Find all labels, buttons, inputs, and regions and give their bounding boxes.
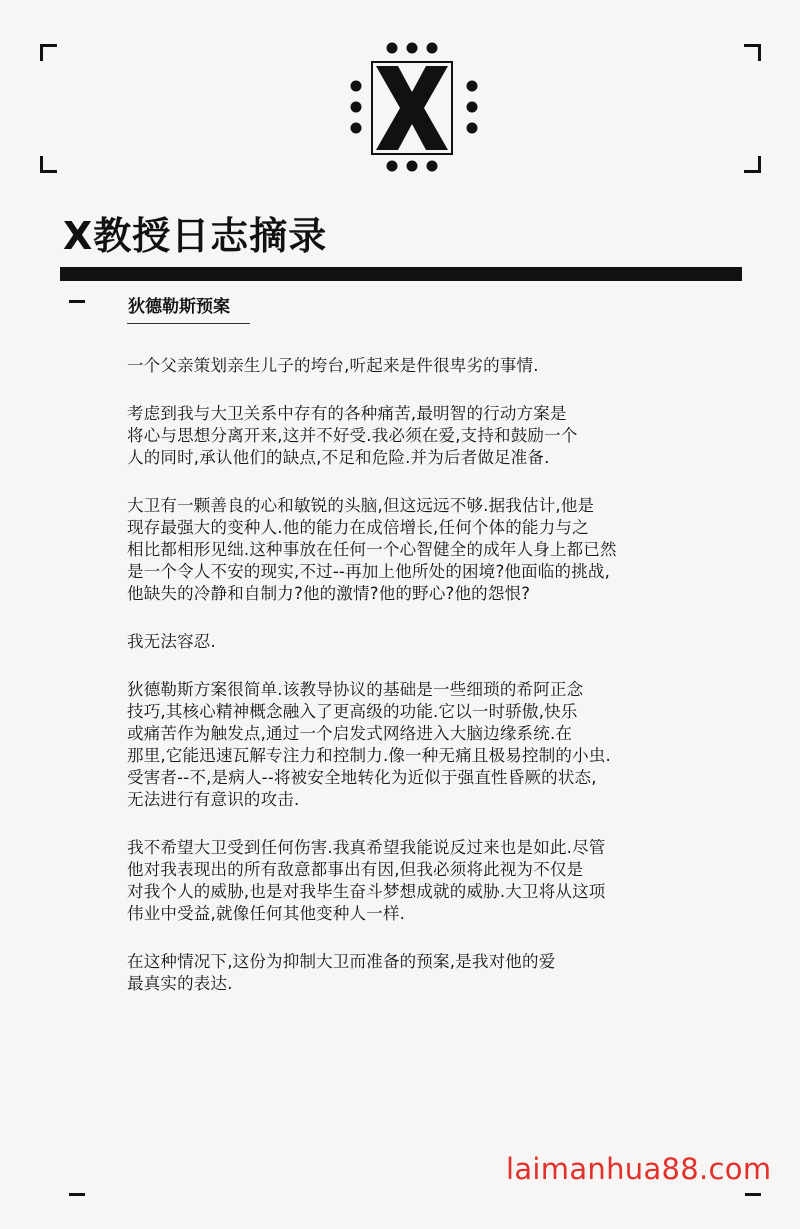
text-line: 受害者--不,是病人--将被安全地转化为近似于强直性昏厥的状态, xyxy=(127,768,597,787)
text-line: 现存最强大的变种人.他的能力在成倍增长,任何个体的能力与之 xyxy=(127,518,589,537)
text-line: 他对我表现出的所有敌意都事出有因,但我必须将此视为不仅是 xyxy=(127,860,584,879)
subtitle-underline xyxy=(127,323,250,324)
x-men-logo-icon xyxy=(340,36,484,180)
paragraph xyxy=(127,679,687,811)
paragraph xyxy=(127,403,687,469)
text-line: 或痛苦作为触发点,通过一个启发式网络进入大脑边缘系统.在 xyxy=(127,724,573,743)
text-line: 将心与思想分离开来,这并不好受.我必须在爱,支持和鼓励一个 xyxy=(127,426,578,445)
paragraph xyxy=(127,951,687,995)
text-line: 考虑到我与大卫关系中存有的各种痛苦,最明智的行动方案是 xyxy=(127,404,567,423)
corner-mark-bottom-left xyxy=(40,156,57,173)
text-line: 技巧,其核心精神概念融入了更高级的功能.它以一时骄傲,快乐 xyxy=(127,702,578,721)
section-subtitle: 狄德勒斯预案 xyxy=(128,297,230,317)
text-line: 我无法容忍. xyxy=(127,632,216,651)
corner-mark-top-left xyxy=(40,44,57,61)
text-line: 狄德勒斯方案很简单.该教导协议的基础是一些细琐的希阿正念 xyxy=(127,680,584,699)
text-line: 是一个令人不安的现实,不过--再加上他所处的困境?他面临的挑战, xyxy=(127,562,611,581)
text-line: 伟业中受益,就像任何其他变种人一样. xyxy=(127,904,406,923)
text-line: 一个父亲策划亲生儿子的垮台,听起来是件很卑劣的事情. xyxy=(127,356,539,375)
paragraph xyxy=(127,355,687,377)
text-line: 大卫有一颗善良的心和敏锐的头脑,但这远远不够.据我估计,他是 xyxy=(127,496,595,515)
title-divider-bar xyxy=(60,267,742,281)
text-line: 相比都相形见绌.这种事放在任何一个心智健全的成年人身上都已然 xyxy=(127,540,617,559)
section-dash-mark xyxy=(69,300,85,303)
text-line: 最真实的表达. xyxy=(127,974,233,993)
footer-dash-mark-left xyxy=(69,1193,85,1196)
text-line: 在这种情况下,这份为抑制大卫而准备的预案,是我对他的爱 xyxy=(127,952,556,971)
paragraph xyxy=(127,495,687,605)
text-line: 他缺失的冷静和自制力?他的激情?他的野心?他的怨恨? xyxy=(127,584,531,603)
page-title: X教授日志摘录 xyxy=(63,214,328,258)
text-line: 那里,它能迅速瓦解专注力和控制力.像一种无痛且极易控制的小虫. xyxy=(127,746,611,765)
corner-mark-bottom-right xyxy=(744,156,761,173)
footer-dash-mark-right xyxy=(745,1193,761,1196)
corner-mark-top-right xyxy=(744,44,761,61)
paragraph xyxy=(127,631,687,653)
text-line: 对我个人的威胁,也是对我毕生奋斗梦想成就的威胁.大卫将从这项 xyxy=(127,882,606,901)
site-watermark: laimanhua88.com xyxy=(506,1152,772,1186)
text-line: 无法进行有意识的攻击. xyxy=(127,790,300,809)
text-line: 我不希望大卫受到任何伤害.我真希望我能说反过来也是如此.尽管 xyxy=(127,838,606,857)
paragraph xyxy=(127,837,687,925)
journal-body xyxy=(127,355,687,1021)
text-line: 人的同时,承认他们的缺点,不足和危险.并为后者做足准备. xyxy=(127,448,550,467)
